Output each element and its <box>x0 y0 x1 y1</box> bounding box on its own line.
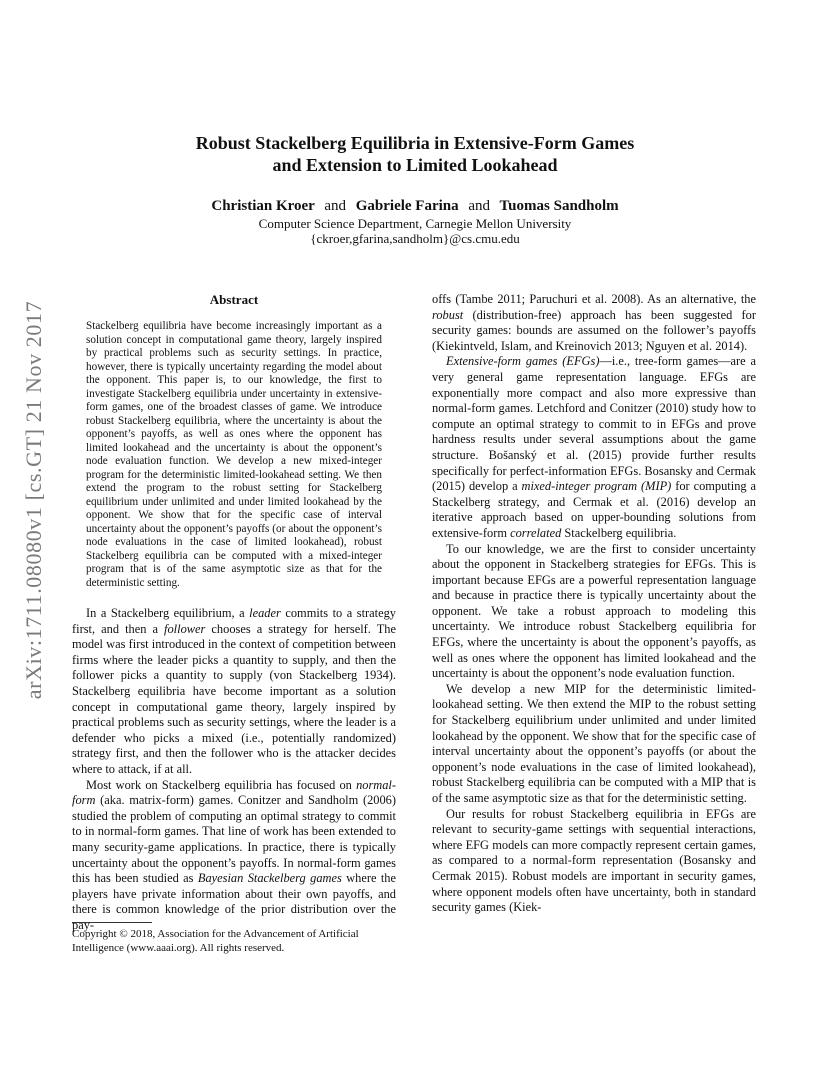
emphasis-leader: leader <box>249 606 281 620</box>
emphasis-mip: mixed-integer program (MIP) <box>521 479 672 494</box>
left-column <box>72 292 396 933</box>
author-list <box>110 198 720 215</box>
author-emails: {ckroer,gfarina,sandholm}@cs.cmu.edu <box>310 231 520 246</box>
intro-paragraph-mip: We develop a new MIP for the deterministic limited-lookahead setting. We then extend the MIP to the robust setting for Stackelberg equilibrium under unlimited and under limited lookahead by the opponent. We show that for the specific case of interval uncertainty about the opponent’s payoffs (or about the opponent’s node evaluations in the case of limited lookahead), robust Stackelberg equilibria can be computed with a MIP that is of the same asymptotic size as that for the deterministic setting. <box>432 681 756 805</box>
right-column <box>432 292 756 916</box>
emphasis-bayesian-stackelberg: Bayesian Stackelberg games <box>197 871 342 886</box>
text-run: offs (Tambe 2011; Paruchuri et al. 2008). As an alternative, the <box>432 292 756 306</box>
arxiv-identifier-text: arXiv:1711.08080v1 [cs.GT] 21 Nov 2017 <box>21 300 47 700</box>
author-kroer: Christian Kroer <box>211 198 315 214</box>
intro-paragraph-2 <box>72 778 396 934</box>
title-line-2: and Extension to Limited Lookahead <box>272 155 558 175</box>
intro-paragraph-relevance: Our results for robust Stackelberg equilibria in EFGs are relevant to security-game settings with sequential interactions, where EFG models can more compactly represent certain games, as compared to a normal-form representation (Bosansky and Cermak 2015). Robust models are important in security games, where opponent models often have uncertainty, both in standard security games (Kiek- <box>432 806 756 915</box>
abstract-heading: Abstract <box>209 292 259 307</box>
intro-paragraph-continued <box>432 292 756 354</box>
emphasis-efg: Extensive-form games (EFGs) <box>446 354 600 369</box>
intro-paragraph-efg <box>432 354 756 541</box>
text-run: Stackelberg equilibria. <box>561 525 677 540</box>
title-line-1: Robust Stackelberg Equilibria in Extensive-Form Games <box>195 133 635 153</box>
intro-paragraph-contribution: To our knowledge, we are the first to consider uncertainty about the opponent in Stackelberg strategies for EFGs. This is important because EFGs are a powerful representation language and because in practice there is typically uncertainty about the opponent. We take a robust approach to modeling this uncertainty. We introduce robust Stackelberg equilibria for EFGs, where the uncertainty is about the opponent’s payoffs, as well as ones where the opponent has limited lookahead and the uncertainty is about the opponent’s node evaluation function. <box>432 541 756 681</box>
emphasis-correlated: correlated <box>510 525 562 540</box>
author-farina: Gabriele Farina <box>355 198 459 214</box>
text-run: chooses a strategy for herself. The model was first introduced in the context of competition between firms where the leader picks a quantity to supply, and then the follower picks a quantity to supply (von Stackelberg 1934). Stackelberg equilibria have become important as a solution concept in computational game theory, largely inspired by practical problems such as security settings, where the leader is a defender who picks a mixed (i.e., potentially randomized) strategy first, and then the follower who is the attacker decides where to attack, if at all. <box>72 621 396 776</box>
paper-title <box>120 132 710 176</box>
text-run: commits to a strategy first, and then a <box>72 606 396 636</box>
text-run: where the players have private information about their own payoffs, and there is common knowledge of the prior distribution over the pay- <box>72 871 396 932</box>
intro-paragraph-1 <box>72 606 396 778</box>
affiliation: Computer Science Department, Carnegie Mellon University <box>258 216 572 231</box>
text-run: for computing a Stackelberg strategy, and Cermak et al. (2016) develop an iterative approach based on upper-bounding solutions from extensive-form <box>432 479 756 540</box>
copyright-footnote: Copyright © 2018, Association for the Advancement of Artificial Intelligence (www.aaai.org). All rights reserved. <box>72 928 359 954</box>
author-separator: and <box>324 198 346 214</box>
emphasis-normal-form: normal-form <box>72 777 396 808</box>
abstract-text: Stackelberg equilibria have become increasingly important as a solution concept in computational game theory, largely inspired by practical problems such as security settings. In practice, however, there is typically uncertainty regarding the model about the opponent. This paper is, to our knowledge, the first to investigate Stackelberg equilibria under uncertainty in extensive-form games, one of the broadest classes of game. We introduce robust Stackelberg equilibria, where the uncertainty is about the opponent’s payoffs, as well as ones where the opponent has limited lookahead and the uncertainty is about the opponent’s node evaluation function. We develop a new mixed-integer program for the deterministic limited-lookahead setting. We then extend the program to the robust setting for Stackelberg equilibrium under unlimited and under limited lookahead by the opponent. We show that for the specific case of interval uncertainty about the opponent’s payoffs (or about the opponent’s node evaluations in the case of limited lookahead), robust Stackelberg equilibria can be computed with a mixed-integer program that is of the same asymptotic size as that for the deterministic setting. <box>86 320 382 589</box>
text-run: In a Stackelberg equilibrium, a <box>86 606 250 620</box>
text-run: —i.e., tree-form games—are a very general game representation language. EFGs are exponentially more compact and also more expressive than normal-form games. Letchford and Conitzer (2010) study how to compute an optimal strategy to commit to in EFGs and prove hardness results under several assumptions about the game structure. Bošanský et al. (2015) provide further results specifically for perfect-information EFGs. Bosansky and Cermak (2015) develop a <box>432 354 756 494</box>
footnote-rule <box>72 922 152 923</box>
text-run: (aka. matrix-form) games. Conitzer and Sandholm (2006) studied the problem of computing an optimal strategy to commit to in normal-form games. That line of work has been extended to many security-game applications. In practice, there is typically uncertainty about the opponent’s payoffs. In normal-form games this has been studied as <box>72 793 396 886</box>
text-run: Most work on Stackelberg equilibria has focused on <box>86 777 357 792</box>
author-sandholm: Tuomas Sandholm <box>499 198 619 214</box>
emphasis-robust: robust <box>432 307 464 322</box>
text-run: (distribution-free) approach has been suggested for security games: bounds are assumed on the follower’s payoffs (Kiekintveld, Islam, and Kreinovich 2013; Nguyen et al. 2014). <box>432 307 756 353</box>
author-separator: and <box>468 198 491 214</box>
arxiv-identifier-stamp <box>16 140 52 860</box>
emphasis-follower: follower <box>164 621 206 636</box>
